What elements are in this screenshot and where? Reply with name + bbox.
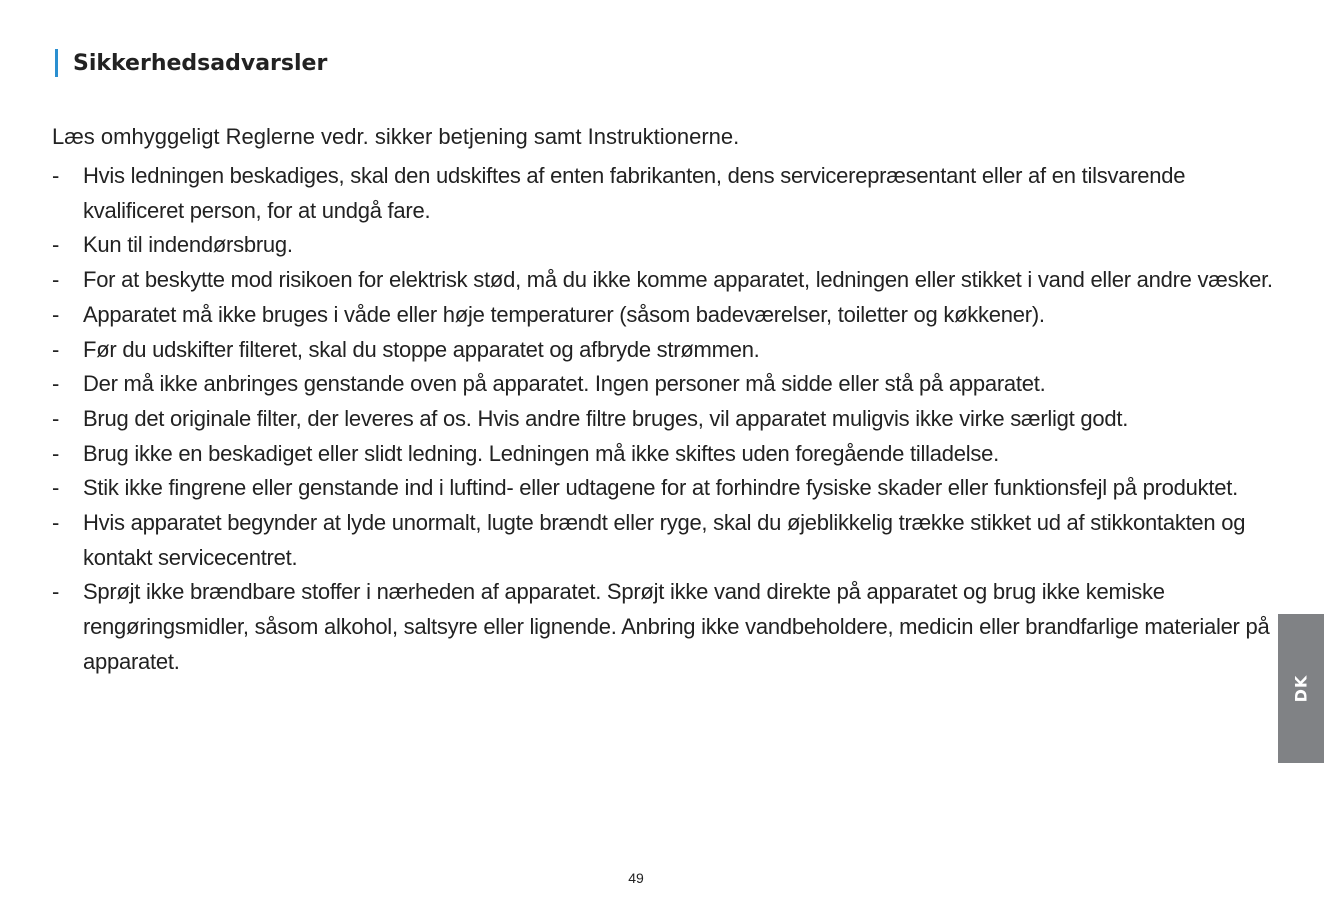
bullet-dash: - bbox=[52, 510, 60, 536]
bullet-dash: - bbox=[52, 440, 60, 466]
bullet-dash: - bbox=[52, 163, 60, 188]
warning-text: Apparatet må ikke bruges i våde eller høje temperaturer (såsom badeværelser, toiletter og køkkener). bbox=[83, 301, 1045, 327]
warning-text: Kun til indendørsbrug. bbox=[83, 232, 293, 258]
language-tab-label: DK bbox=[1291, 674, 1311, 703]
intro-text: Læs omhyggeligt Reglerne vedr. sikker betjening samt Instruktionerne. bbox=[52, 124, 740, 149]
warning-text: Stik ikke fingrene eller genstande ind i luftind- eller udtagene for at forhindre fysiske skader eller funktionsfejl på produktet. bbox=[83, 475, 1238, 501]
bullet-dash: - bbox=[52, 301, 60, 327]
warning-item bbox=[52, 228, 1274, 263]
warning-item bbox=[52, 506, 1274, 575]
warning-text: Der må ikke anbringes genstande oven på apparatet. Ingen personer må sidde eller stå på apparatet. bbox=[83, 371, 1046, 397]
bullet-dash: - bbox=[52, 579, 60, 605]
warning-text: Sprøjt ikke brændbare stoffer i nærheden af apparatet. Sprøjt ikke vand direkte på apparatet og brug ikke kemiske rengøringsmidler, såsom alkohol, saltsyre eller lignende. Anbring ikke vandbeholdere, medicin eller brandfarlige materialer på apparatet. bbox=[83, 579, 1270, 674]
warning-item bbox=[52, 263, 1274, 298]
warning-text: Brug ikke en beskadiget eller slidt ledning. Ledningen må ikke skiftes uden foregående tilladelse. bbox=[83, 440, 999, 466]
warning-item bbox=[52, 471, 1274, 506]
warning-list bbox=[52, 159, 1274, 680]
warning-text: Hvis ledningen beskadiges, skal den udskiftes af enten fabrikanten, dens servicerepræsentant eller af en tilsvarende kvalificeret person, for at undgå fare. bbox=[83, 163, 1186, 223]
warning-text: Brug det originale filter, der leveres af os. Hvis andre filtre bruges, vil apparatet muligvis ikke virke særligt godt. bbox=[83, 405, 1129, 431]
warning-item bbox=[52, 402, 1274, 437]
bullet-dash: - bbox=[52, 475, 60, 501]
page-number: 49 bbox=[628, 870, 644, 886]
bullet-dash: - bbox=[52, 232, 60, 258]
language-tab bbox=[1278, 614, 1324, 763]
heading-accent-bar bbox=[55, 49, 58, 77]
warning-text: For at beskytte mod risikoen for elektrisk stød, må du ikke komme apparatet, ledningen eller stikket i vand eller andre væsker. bbox=[83, 267, 1273, 293]
section-title: Sikkerhedsadvarsler bbox=[73, 50, 328, 76]
warning-item bbox=[52, 575, 1274, 679]
bullet-dash: - bbox=[52, 267, 60, 293]
section-heading bbox=[55, 48, 327, 78]
warning-text: Før du udskifter filteret, skal du stoppe apparatet og afbryde strømmen. bbox=[83, 336, 760, 362]
warning-text: Hvis apparatet begynder at lyde unormalt, lugte brændt eller ryge, skal du øjeblikkelig trække stikket ud af stikkontakten og kontakt servicecentret. bbox=[83, 510, 1246, 570]
warning-item bbox=[52, 159, 1274, 228]
warning-item bbox=[52, 298, 1274, 333]
warning-item bbox=[52, 437, 1274, 472]
bullet-dash: - bbox=[52, 336, 60, 362]
bullet-dash: - bbox=[52, 371, 60, 397]
bullet-dash: - bbox=[52, 405, 60, 431]
warning-item bbox=[52, 333, 1274, 368]
warning-item bbox=[52, 367, 1274, 402]
